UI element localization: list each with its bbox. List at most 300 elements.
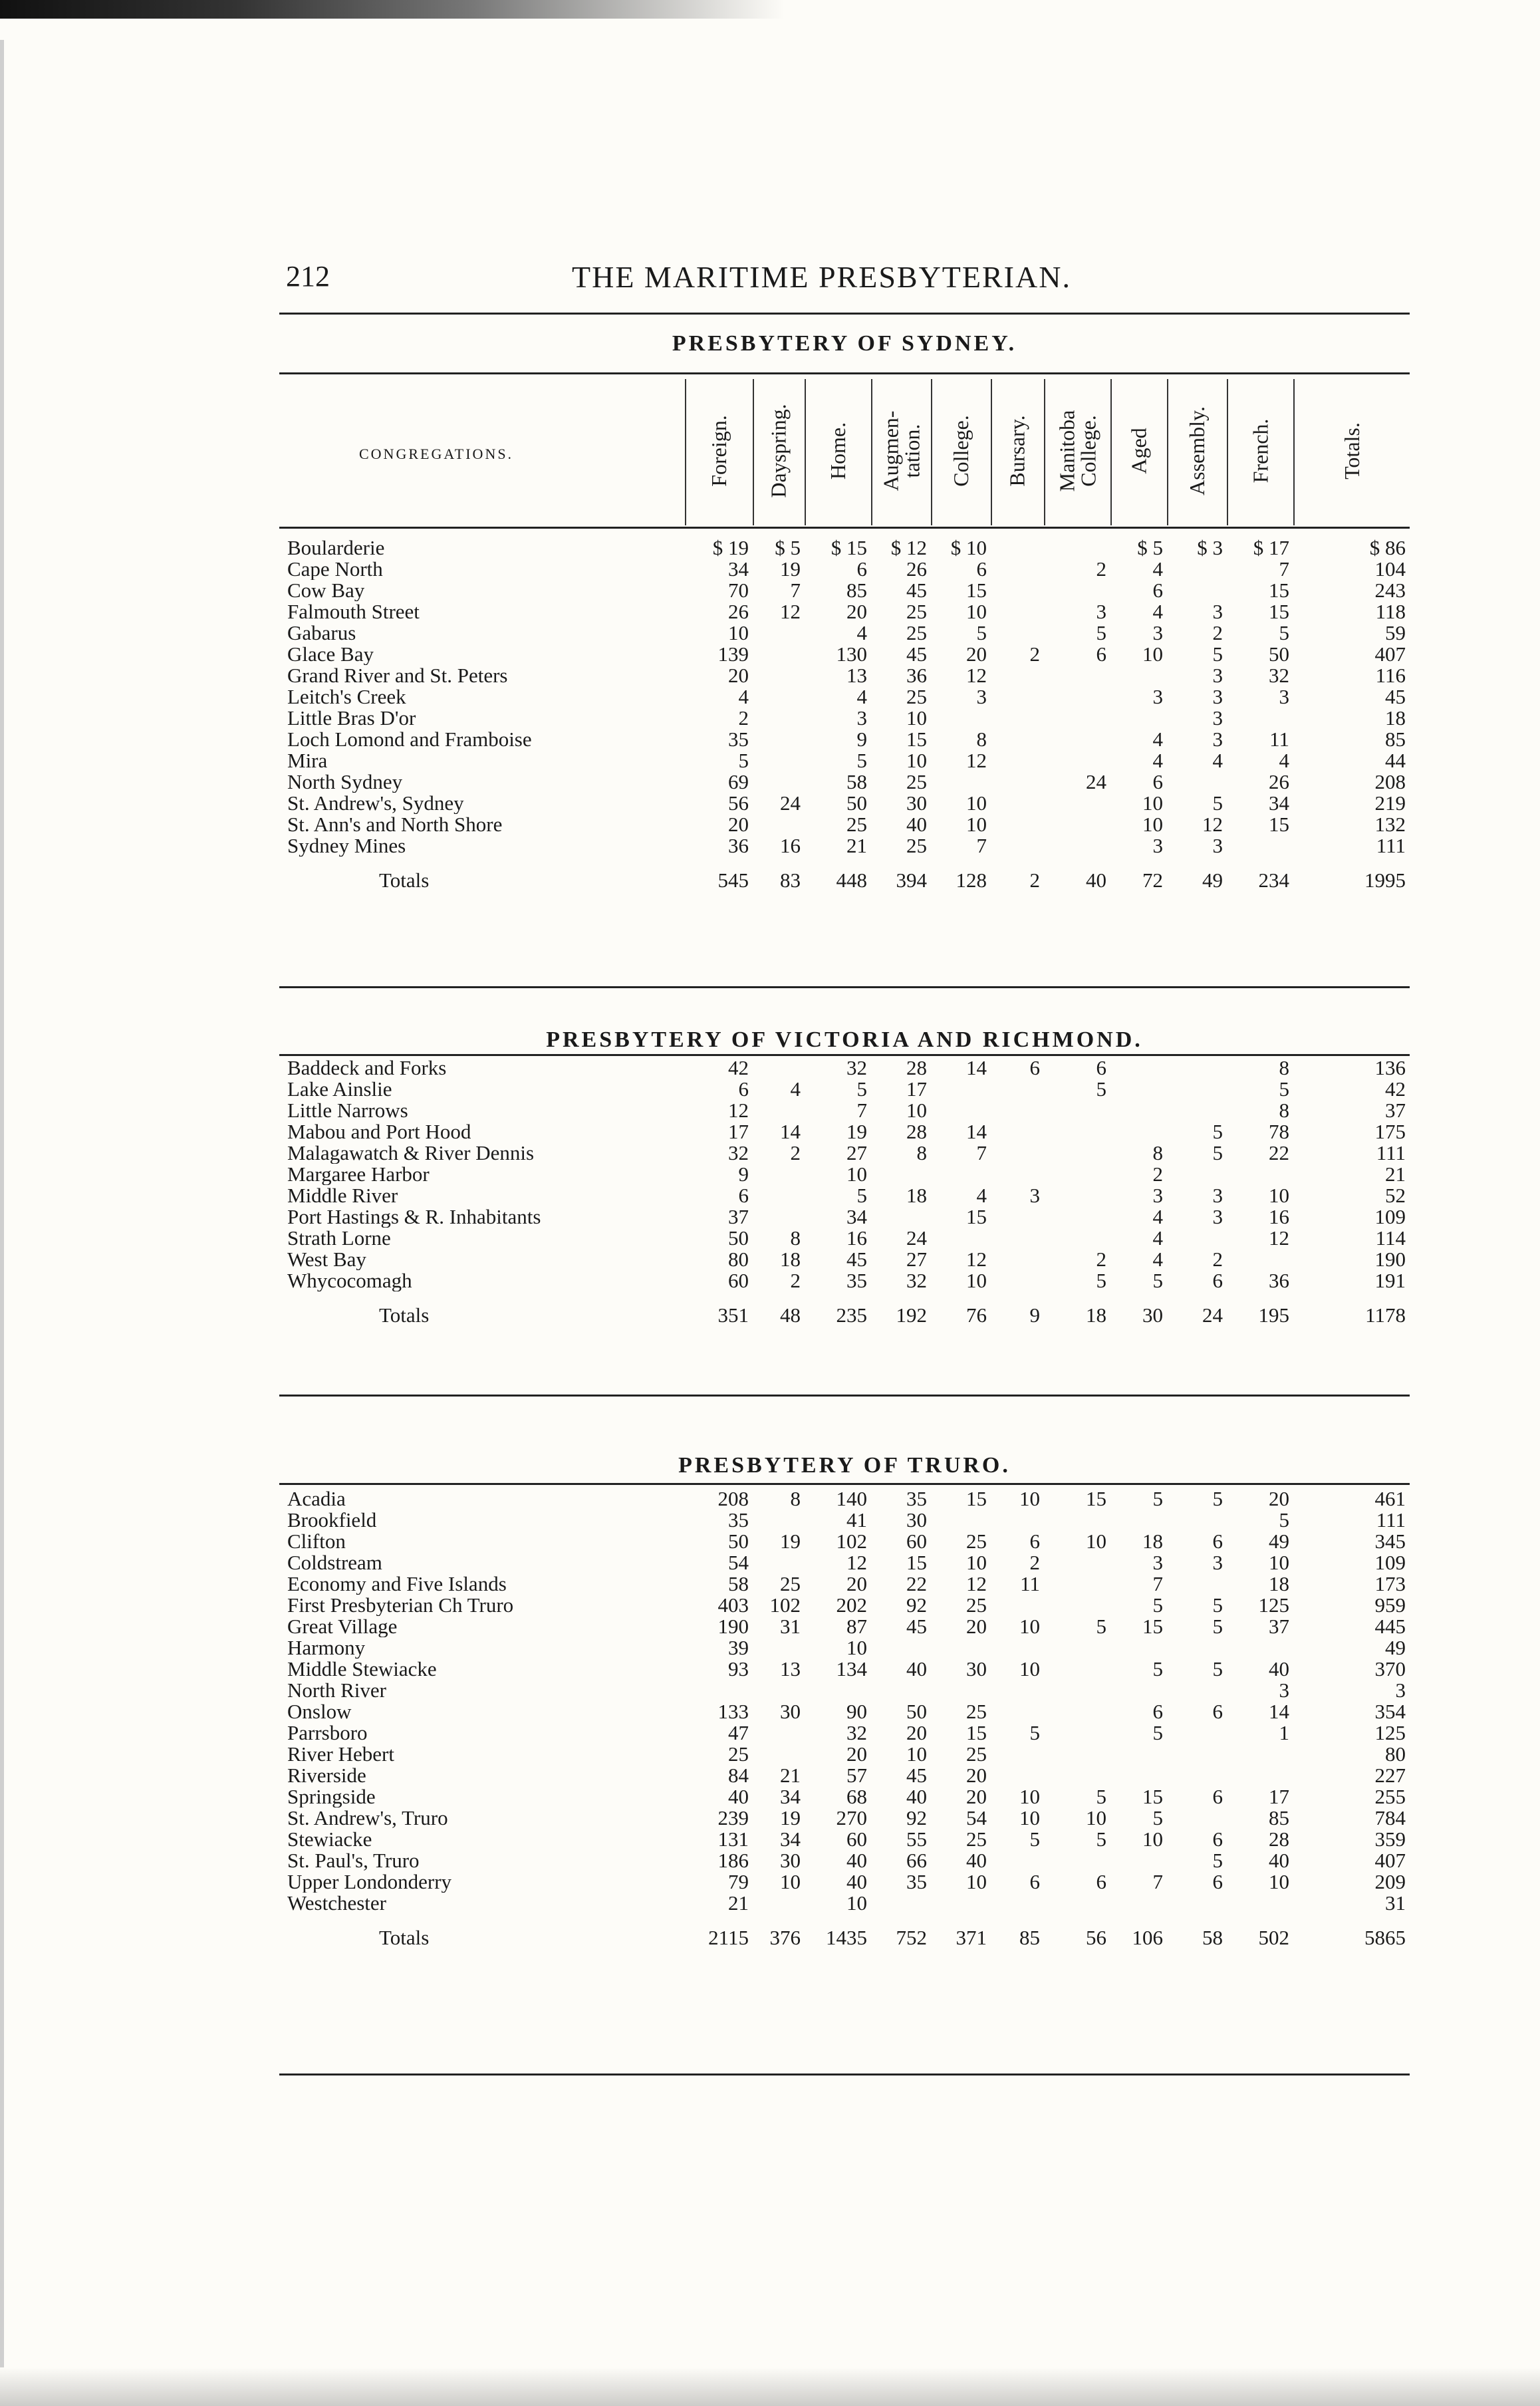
cell-value: 20 (728, 665, 749, 686)
cell-value: 9 (856, 729, 867, 750)
cell-value: 40 (906, 814, 927, 835)
cell-value: 407 (1374, 1850, 1406, 1871)
totals-label: Totals (379, 1303, 430, 1327)
table-row (279, 1228, 1410, 1249)
table-row (279, 1616, 1410, 1637)
cell-value: 37 (1385, 1100, 1406, 1121)
cell-value (1044, 1701, 1110, 1722)
cell-value: 10 (966, 1552, 987, 1573)
cell-value: 32 (846, 1722, 867, 1744)
cell-value: 5 (1212, 1121, 1223, 1142)
cell-value: 131 (717, 1829, 749, 1850)
table-row (279, 835, 1410, 857)
congregation-name: Upper Londonderry (287, 1871, 452, 1893)
cell-value: 10 (966, 793, 987, 814)
congregation-name: Economy and Five Islands (287, 1573, 507, 1595)
total-value: 195 (1258, 1303, 1289, 1327)
section-title-sydney: PRESBYTERY OF SYDNEY. (672, 331, 1017, 356)
cell-value: 15 (966, 1488, 987, 1510)
cell-value: 50 (1269, 644, 1289, 665)
cell-value: 5 (1212, 1850, 1223, 1871)
cell-value: 5 (1152, 1595, 1163, 1616)
cell-value: 10 (1142, 644, 1163, 665)
table-row (279, 1164, 1410, 1185)
cell-value: 4 (1152, 750, 1163, 771)
cell-value: 10 (1019, 1616, 1040, 1637)
cell-value: 6 (1096, 644, 1106, 665)
cell-value: 28 (906, 1057, 927, 1079)
cell-value: 30 (906, 793, 927, 814)
cell-value (753, 1637, 805, 1659)
congregation-name: Riverside (287, 1765, 366, 1786)
cell-value: 136 (1374, 1057, 1406, 1079)
column-divider (1110, 379, 1112, 525)
cell-value: 4 (976, 1185, 987, 1206)
column-header-label: Augmen- tation. (878, 410, 924, 491)
cell-value: 35 (906, 1488, 927, 1510)
cell-value: 3 (1212, 665, 1223, 686)
cell-value: 5 (1212, 1142, 1223, 1164)
column-header-augmentation (871, 379, 931, 522)
cell-value: 10 (1019, 1807, 1040, 1829)
column-header-bursary (991, 379, 1044, 522)
cell-value: 5 (1096, 1616, 1106, 1637)
cell-value: 3 (1212, 686, 1223, 708)
cell-value (931, 1510, 991, 1531)
cell-value: 111 (1376, 1510, 1406, 1531)
cell-value: 3 (1212, 601, 1223, 622)
column-header-label: Assembly. (1185, 406, 1210, 495)
cell-value: 80 (1385, 1744, 1406, 1765)
cell-value: 21 (1385, 1164, 1406, 1185)
cell-value (991, 1637, 1044, 1659)
cell-value: 5 (1212, 644, 1223, 665)
cell-value: 8 (1279, 1057, 1289, 1079)
cell-value: 12 (966, 1249, 987, 1270)
table-row (279, 1680, 1410, 1701)
cell-value: 21 (846, 835, 867, 857)
cell-value: 35 (906, 1871, 927, 1893)
cell-value: 34 (1269, 793, 1289, 814)
cell-value (1044, 835, 1110, 857)
cell-value: 15 (1142, 1786, 1163, 1807)
column-divider (753, 379, 754, 525)
cell-value (753, 708, 805, 729)
cell-value (991, 1142, 1044, 1164)
cell-value: 10 (1086, 1807, 1106, 1829)
cell-value (1044, 1680, 1110, 1701)
congregations-label: CONGREGATIONS. (359, 446, 514, 462)
cell-value: 20 (846, 1744, 867, 1765)
cell-value: 7 (976, 1142, 987, 1164)
cell-value: 5 (738, 750, 749, 771)
congregation-name: Middle Stewiacke (287, 1659, 437, 1680)
cell-value: 190 (717, 1616, 749, 1637)
cell-value: 5 (1152, 1722, 1163, 1744)
cell-value (991, 1100, 1044, 1121)
cell-value (991, 750, 1044, 771)
section-title-truro: PRESBYTERY OF TRURO. (678, 1453, 1011, 1478)
total-value: 49 (1202, 869, 1223, 892)
cell-value: 25 (966, 1829, 987, 1850)
cell-value: 15 (1142, 1616, 1163, 1637)
cell-value: 8 (916, 1142, 927, 1164)
cell-value: 139 (717, 644, 749, 665)
cell-value (1044, 814, 1110, 835)
cell-value: 20 (966, 1786, 987, 1807)
congregation-name: St. Andrew's, Sydney (287, 793, 464, 814)
cell-value: 54 (728, 1552, 749, 1573)
cell-value: 85 (846, 580, 867, 601)
cell-value (753, 771, 805, 793)
cell-value (753, 686, 805, 708)
cell-value (1167, 1079, 1227, 1100)
cell-value: 24 (906, 1228, 927, 1249)
cell-value (1044, 665, 1110, 686)
cell-value: 34 (780, 1786, 801, 1807)
cell-value (1227, 1637, 1293, 1659)
cell-value: 2 (738, 708, 749, 729)
table-row (279, 1057, 1410, 1079)
cell-value: $ 17 (1253, 537, 1289, 559)
cell-value: 40 (846, 1871, 867, 1893)
table-row (279, 1786, 1410, 1807)
table-row (279, 814, 1410, 835)
cell-value: 3 (1096, 601, 1106, 622)
cell-value: 25 (906, 601, 927, 622)
cell-value (991, 708, 1044, 729)
cell-value: 6 (1152, 1701, 1163, 1722)
cell-value: 114 (1375, 1228, 1406, 1249)
cell-value: 4 (856, 622, 867, 644)
column-header-label: Bursary. (1005, 414, 1030, 487)
cell-value: 5 (856, 1079, 867, 1100)
congregation-name: St. Andrew's, Truro (287, 1807, 448, 1829)
table-row (279, 1701, 1410, 1722)
cell-value: 959 (1374, 1595, 1406, 1616)
cell-value: 12 (966, 1573, 987, 1595)
cell-value: 42 (728, 1057, 749, 1079)
cell-value: 45 (846, 1249, 867, 1270)
cell-value: 45 (906, 644, 927, 665)
cell-value (1167, 1228, 1227, 1249)
cell-value: 12 (966, 665, 987, 686)
cell-value: 34 (728, 559, 749, 580)
congregation-name: Mabou and Port Hood (287, 1121, 471, 1142)
cell-value (753, 1185, 805, 1206)
cell-value: 16 (1269, 1206, 1289, 1228)
cell-value (1167, 1057, 1227, 1079)
cell-value (1227, 1164, 1293, 1185)
table-row (279, 793, 1410, 814)
cell-value (931, 1228, 991, 1249)
cell-value: 132 (1374, 814, 1406, 835)
congregation-name: Strath Lorne (287, 1228, 391, 1249)
cell-value: 5 (1212, 1616, 1223, 1637)
cell-value (991, 1228, 1044, 1249)
column-header-home (805, 379, 871, 522)
cell-value: 60 (846, 1829, 867, 1850)
cell-value (753, 1722, 805, 1744)
cell-value: 18 (780, 1249, 801, 1270)
cell-value: 19 (780, 1531, 801, 1552)
cell-value: 16 (780, 835, 801, 857)
congregation-name: Mira (287, 750, 328, 771)
column-divider (1227, 379, 1228, 525)
cell-value: 6 (1029, 1057, 1040, 1079)
cell-value: 7 (1152, 1573, 1163, 1595)
cell-value: 36 (728, 835, 749, 857)
table-row (279, 1185, 1410, 1206)
congregation-name: Leitch's Creek (287, 686, 406, 708)
cell-value: 15 (1269, 814, 1289, 835)
cell-value: 15 (966, 1722, 987, 1744)
congregation-name: North River (287, 1680, 386, 1701)
cell-value: 5 (1279, 1079, 1289, 1100)
congregation-name: Parrsboro (287, 1722, 368, 1744)
cell-value: 5 (976, 622, 987, 644)
table-row (279, 644, 1410, 665)
truro-top-rule (279, 1483, 1410, 1485)
cell-value (871, 1164, 931, 1185)
cell-value: 3 (1152, 835, 1163, 857)
cell-value (1110, 1765, 1167, 1786)
cell-value: 59 (1385, 622, 1406, 644)
table-row (279, 1249, 1410, 1270)
cell-value: 15 (1269, 580, 1289, 601)
total-value: 448 (836, 869, 867, 892)
cell-value (931, 1100, 991, 1121)
cell-value: 133 (717, 1701, 749, 1722)
cell-value: 270 (836, 1807, 867, 1829)
table-row (279, 1850, 1410, 1871)
cell-value: 26 (728, 601, 749, 622)
table-row (279, 1595, 1410, 1616)
victoria-top-rule (279, 1054, 1410, 1056)
column-header-dayspring (753, 379, 805, 522)
cell-value: 27 (906, 1249, 927, 1270)
cell-value: 25 (966, 1744, 987, 1765)
cell-value: 5 (1279, 622, 1289, 644)
table-row (279, 1079, 1410, 1100)
cell-value: 40 (728, 1786, 749, 1807)
cell-value: 6 (738, 1079, 749, 1100)
congregation-name: Sydney Mines (287, 835, 406, 857)
congregation-name: Great Village (287, 1616, 398, 1637)
cell-value: 26 (906, 559, 927, 580)
cell-value: 34 (780, 1829, 801, 1850)
cell-value (1110, 1510, 1167, 1531)
cell-value: $ 19 (712, 537, 749, 559)
header-rule (279, 313, 1410, 315)
cell-value: 10 (1269, 1871, 1289, 1893)
cell-value: 5 (1152, 1270, 1163, 1291)
cell-value: 5 (1152, 1807, 1163, 1829)
cell-value: 56 (728, 793, 749, 814)
cell-value: 4 (1212, 750, 1223, 771)
totals-row (279, 1291, 1410, 1329)
table-row (279, 622, 1410, 644)
cell-value: 40 (1269, 1850, 1289, 1871)
page-number: 212 (286, 260, 330, 293)
cell-value (1044, 1850, 1110, 1871)
cell-value: 93 (728, 1659, 749, 1680)
cell-value: 25 (780, 1573, 801, 1595)
total-value: 76 (966, 1303, 987, 1327)
column-header-label: Dayspring. (767, 403, 791, 498)
cell-value: 13 (846, 665, 867, 686)
cell-value: 10 (1142, 1829, 1163, 1850)
cell-value: 5 (1029, 1722, 1040, 1744)
cell-value: 5 (1279, 1510, 1289, 1531)
cell-value: 1 (1279, 1722, 1289, 1744)
cell-value: 6 (1152, 771, 1163, 793)
cell-value (991, 686, 1044, 708)
cell-value: 45 (906, 1765, 927, 1786)
cell-value: 85 (1385, 729, 1406, 750)
total-value: 48 (780, 1303, 801, 1327)
table-row (279, 665, 1410, 686)
cell-value (753, 1552, 805, 1573)
cell-value: 2 (1096, 559, 1106, 580)
cell-value: 3 (1212, 1206, 1223, 1228)
cell-value (1044, 729, 1110, 750)
cell-value (1044, 1744, 1110, 1765)
cell-value: 5 (1096, 1270, 1106, 1291)
total-value: 502 (1258, 1926, 1289, 1949)
cell-value: 25 (966, 1531, 987, 1552)
cell-value: 15 (1269, 601, 1289, 622)
cell-value: 10 (906, 750, 927, 771)
cell-value: 18 (1385, 708, 1406, 729)
cell-value (1044, 1206, 1110, 1228)
cell-value (1167, 1722, 1227, 1744)
total-value: 371 (956, 1926, 987, 1949)
truro-totals-rule (279, 2073, 1410, 2075)
congregation-name: Lake Ainslie (287, 1079, 392, 1100)
cell-value (991, 1164, 1044, 1185)
cell-value (1167, 1573, 1227, 1595)
cell-value: 5 (856, 1185, 867, 1206)
cell-value (1044, 750, 1110, 771)
cell-value: 87 (846, 1616, 867, 1637)
cell-value: 3 (856, 708, 867, 729)
cell-value (1167, 1807, 1227, 1829)
cell-value: 14 (780, 1121, 801, 1142)
cell-value: 6 (738, 1185, 749, 1206)
cell-value (1167, 580, 1227, 601)
cell-value: 255 (1374, 1786, 1406, 1807)
cell-value: 2 (1212, 622, 1223, 644)
scan-edge-top (0, 0, 785, 19)
cell-value: 41 (846, 1510, 867, 1531)
cell-value (991, 814, 1044, 835)
cell-value: $ 86 (1369, 537, 1406, 559)
cell-value: 190 (1374, 1249, 1406, 1270)
cell-value (1167, 1765, 1227, 1786)
table-row (279, 1871, 1410, 1893)
table-row (279, 580, 1410, 601)
totals-row (279, 1914, 1410, 1951)
cell-value: 208 (1374, 771, 1406, 793)
congregation-name: Port Hastings & R. Inhabitants (287, 1206, 541, 1228)
cell-value: 8 (790, 1488, 801, 1510)
total-value: 18 (1086, 1303, 1106, 1327)
cell-value: 40 (846, 1850, 867, 1871)
cell-value: 13 (780, 1659, 801, 1680)
cell-value: 54 (966, 1807, 987, 1829)
cell-value (1044, 1573, 1110, 1595)
cell-value: 140 (836, 1488, 867, 1510)
cell-value: 186 (717, 1850, 749, 1871)
congregation-name: Glace Bay (287, 644, 374, 665)
cell-value: 36 (1269, 1270, 1289, 1291)
table-row (279, 559, 1410, 580)
cell-value: 130 (836, 644, 867, 665)
cell-value (1227, 1744, 1293, 1765)
table-truro (279, 1488, 1410, 1951)
cell-value: 20 (966, 1765, 987, 1786)
cell-value (753, 1510, 805, 1531)
congregation-name: Cow Bay (287, 580, 365, 601)
congregation-name: Clifton (287, 1531, 346, 1552)
cell-value: 60 (906, 1531, 927, 1552)
cell-value (1110, 1121, 1167, 1142)
total-value: 56 (1086, 1926, 1106, 1949)
cell-value (1044, 1164, 1110, 1185)
cell-value: 24 (780, 793, 801, 814)
column-header-assembly (1167, 379, 1227, 522)
cell-value: 92 (906, 1807, 927, 1829)
table-row (279, 1765, 1410, 1786)
table-row (279, 1552, 1410, 1573)
cell-value (753, 729, 805, 750)
cell-value: 202 (836, 1595, 867, 1616)
column-divider (871, 379, 872, 525)
cell-value: 19 (846, 1121, 867, 1142)
total-value: 752 (896, 1926, 927, 1949)
congregation-name: Malagawatch & River Dennis (287, 1142, 535, 1164)
cell-value: 27 (846, 1142, 867, 1164)
cell-value: 85 (1269, 1807, 1289, 1829)
cell-value (805, 1680, 871, 1701)
column-divider (1044, 379, 1045, 525)
cell-value (1227, 1765, 1293, 1786)
cell-value: 102 (769, 1595, 801, 1616)
cell-value (991, 1850, 1044, 1871)
cell-value: 52 (1385, 1185, 1406, 1206)
table-row (279, 1121, 1410, 1142)
cell-value (753, 1744, 805, 1765)
total-value: 72 (1142, 869, 1163, 892)
total-value: 235 (836, 1303, 867, 1327)
cell-value: 3 (1152, 622, 1163, 644)
cell-value: 47 (728, 1722, 749, 1744)
congregation-name: Little Bras D'or (287, 708, 416, 729)
cell-value: 28 (906, 1121, 927, 1142)
congregation-name: Onslow (287, 1701, 352, 1722)
cell-value (1044, 708, 1110, 729)
cell-value (991, 580, 1044, 601)
table-row (279, 1100, 1410, 1121)
cell-value: $ 5 (775, 537, 801, 559)
total-value: 83 (780, 869, 801, 892)
cell-value: 30 (780, 1701, 801, 1722)
cell-value: 12 (966, 750, 987, 771)
cell-value: 57 (846, 1765, 867, 1786)
cell-value: 6 (1029, 1871, 1040, 1893)
table-row (279, 1488, 1410, 1510)
